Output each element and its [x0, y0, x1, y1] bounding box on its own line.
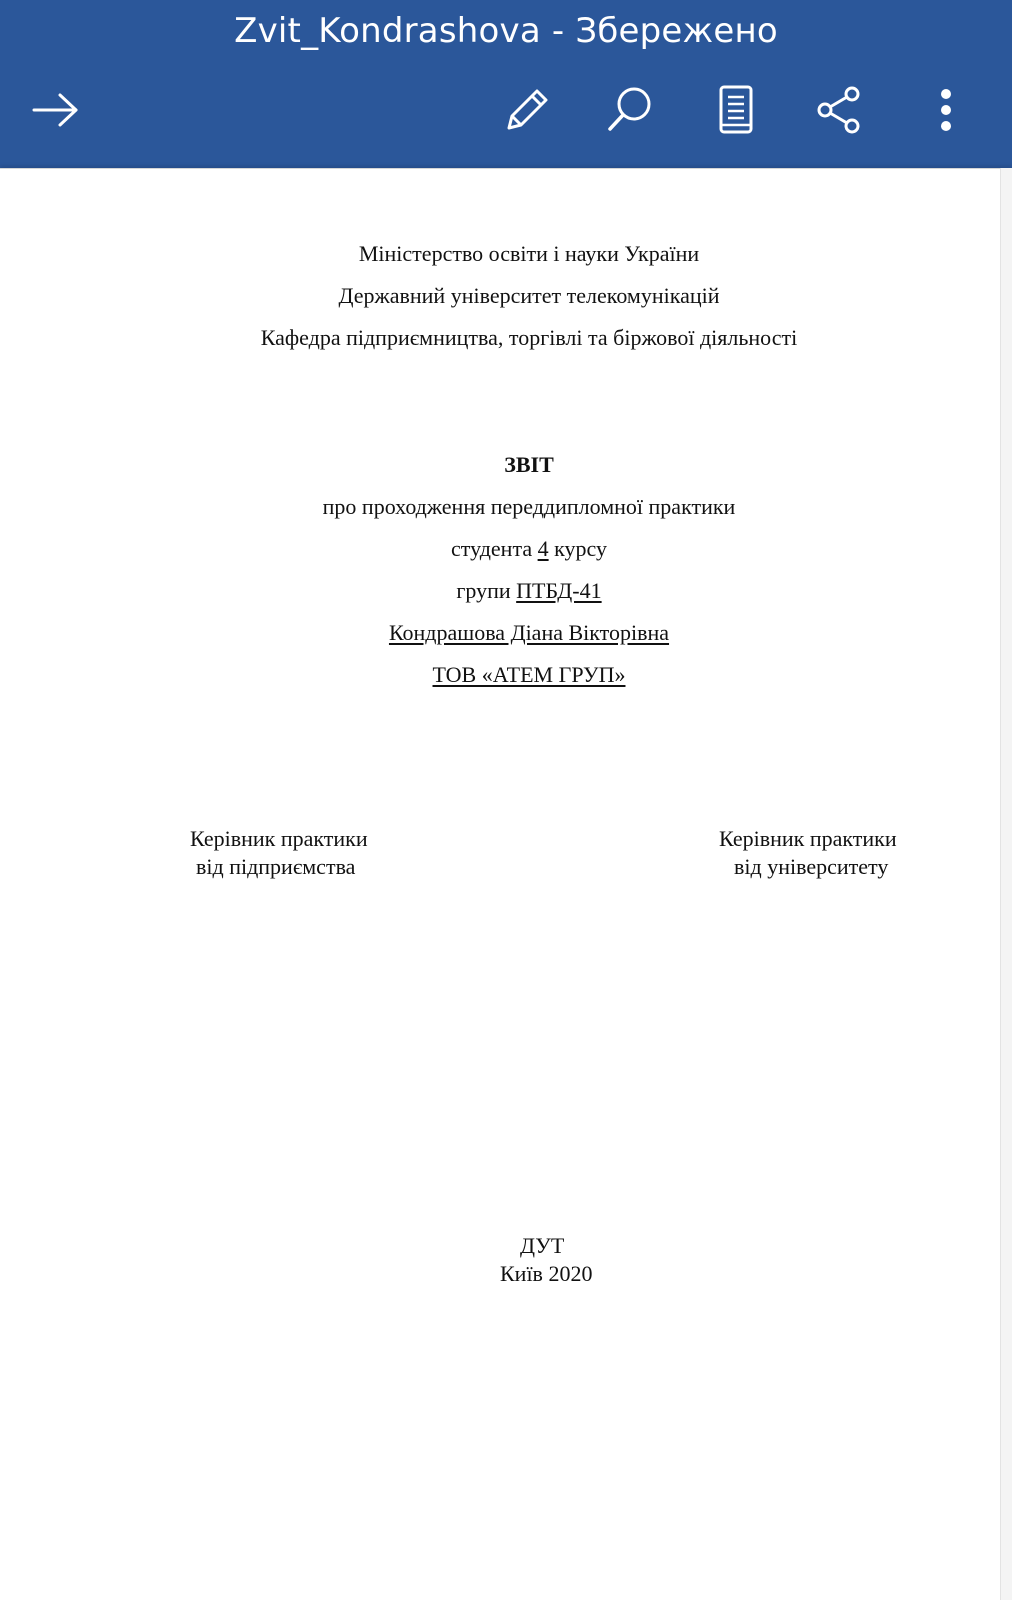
course-suffix: курсу	[554, 536, 607, 561]
search-button[interactable]	[600, 80, 660, 140]
more-vertical-icon	[936, 85, 956, 135]
search-icon	[604, 84, 656, 136]
more-options-button[interactable]	[916, 80, 976, 140]
supervisor-right-line2: від університету	[734, 854, 889, 879]
supervisor-left-line2: від підприємства	[196, 854, 356, 879]
footer-city-year: Київ 2020	[500, 1261, 593, 1286]
student-name-line	[0, 619, 1012, 647]
university-line: Державний університет телекомунікацій	[338, 283, 720, 308]
company-name: ТОВ «АТЕМ ГРУП»	[432, 662, 626, 687]
group-prefix: групи	[456, 578, 511, 603]
share-button[interactable]	[810, 80, 870, 140]
report-title: ЗВІТ	[504, 452, 554, 477]
footer-institution: ДУТ	[520, 1233, 565, 1258]
pencil-icon	[501, 84, 553, 136]
reading-view-button[interactable]	[706, 80, 766, 140]
department-line: Кафедра підприємництва, торгівлі та біржової діяльності	[260, 325, 798, 350]
app-bar	[0, 0, 1012, 168]
student-course-line	[0, 535, 1012, 563]
student-prefix: студента	[451, 536, 533, 561]
supervisor-right-line1: Керівник практики	[719, 826, 897, 851]
report-subtitle: про проходження переддипломної практики	[322, 494, 736, 519]
group-name: ПТБД-41	[516, 578, 602, 603]
company-line	[0, 661, 1012, 689]
group-line	[0, 577, 1012, 605]
back-button[interactable]	[26, 80, 86, 140]
edit-button[interactable]	[497, 80, 557, 140]
document-view-icon	[716, 84, 756, 136]
course-number: 4	[537, 536, 549, 561]
student-name: Кондрашова Діана Вікторівна	[388, 620, 670, 645]
ministry-line: Міністерство освіти і науки України	[358, 241, 700, 266]
document-title: Zvit_Kondrashova - Збережено	[234, 11, 778, 51]
document-page[interactable]	[0, 168, 1012, 1600]
supervisor-left-line1: Керівник практики	[190, 826, 368, 851]
arrow-right-icon	[30, 90, 82, 130]
share-icon	[814, 84, 866, 136]
scrollbar[interactable]	[1000, 168, 1012, 1600]
